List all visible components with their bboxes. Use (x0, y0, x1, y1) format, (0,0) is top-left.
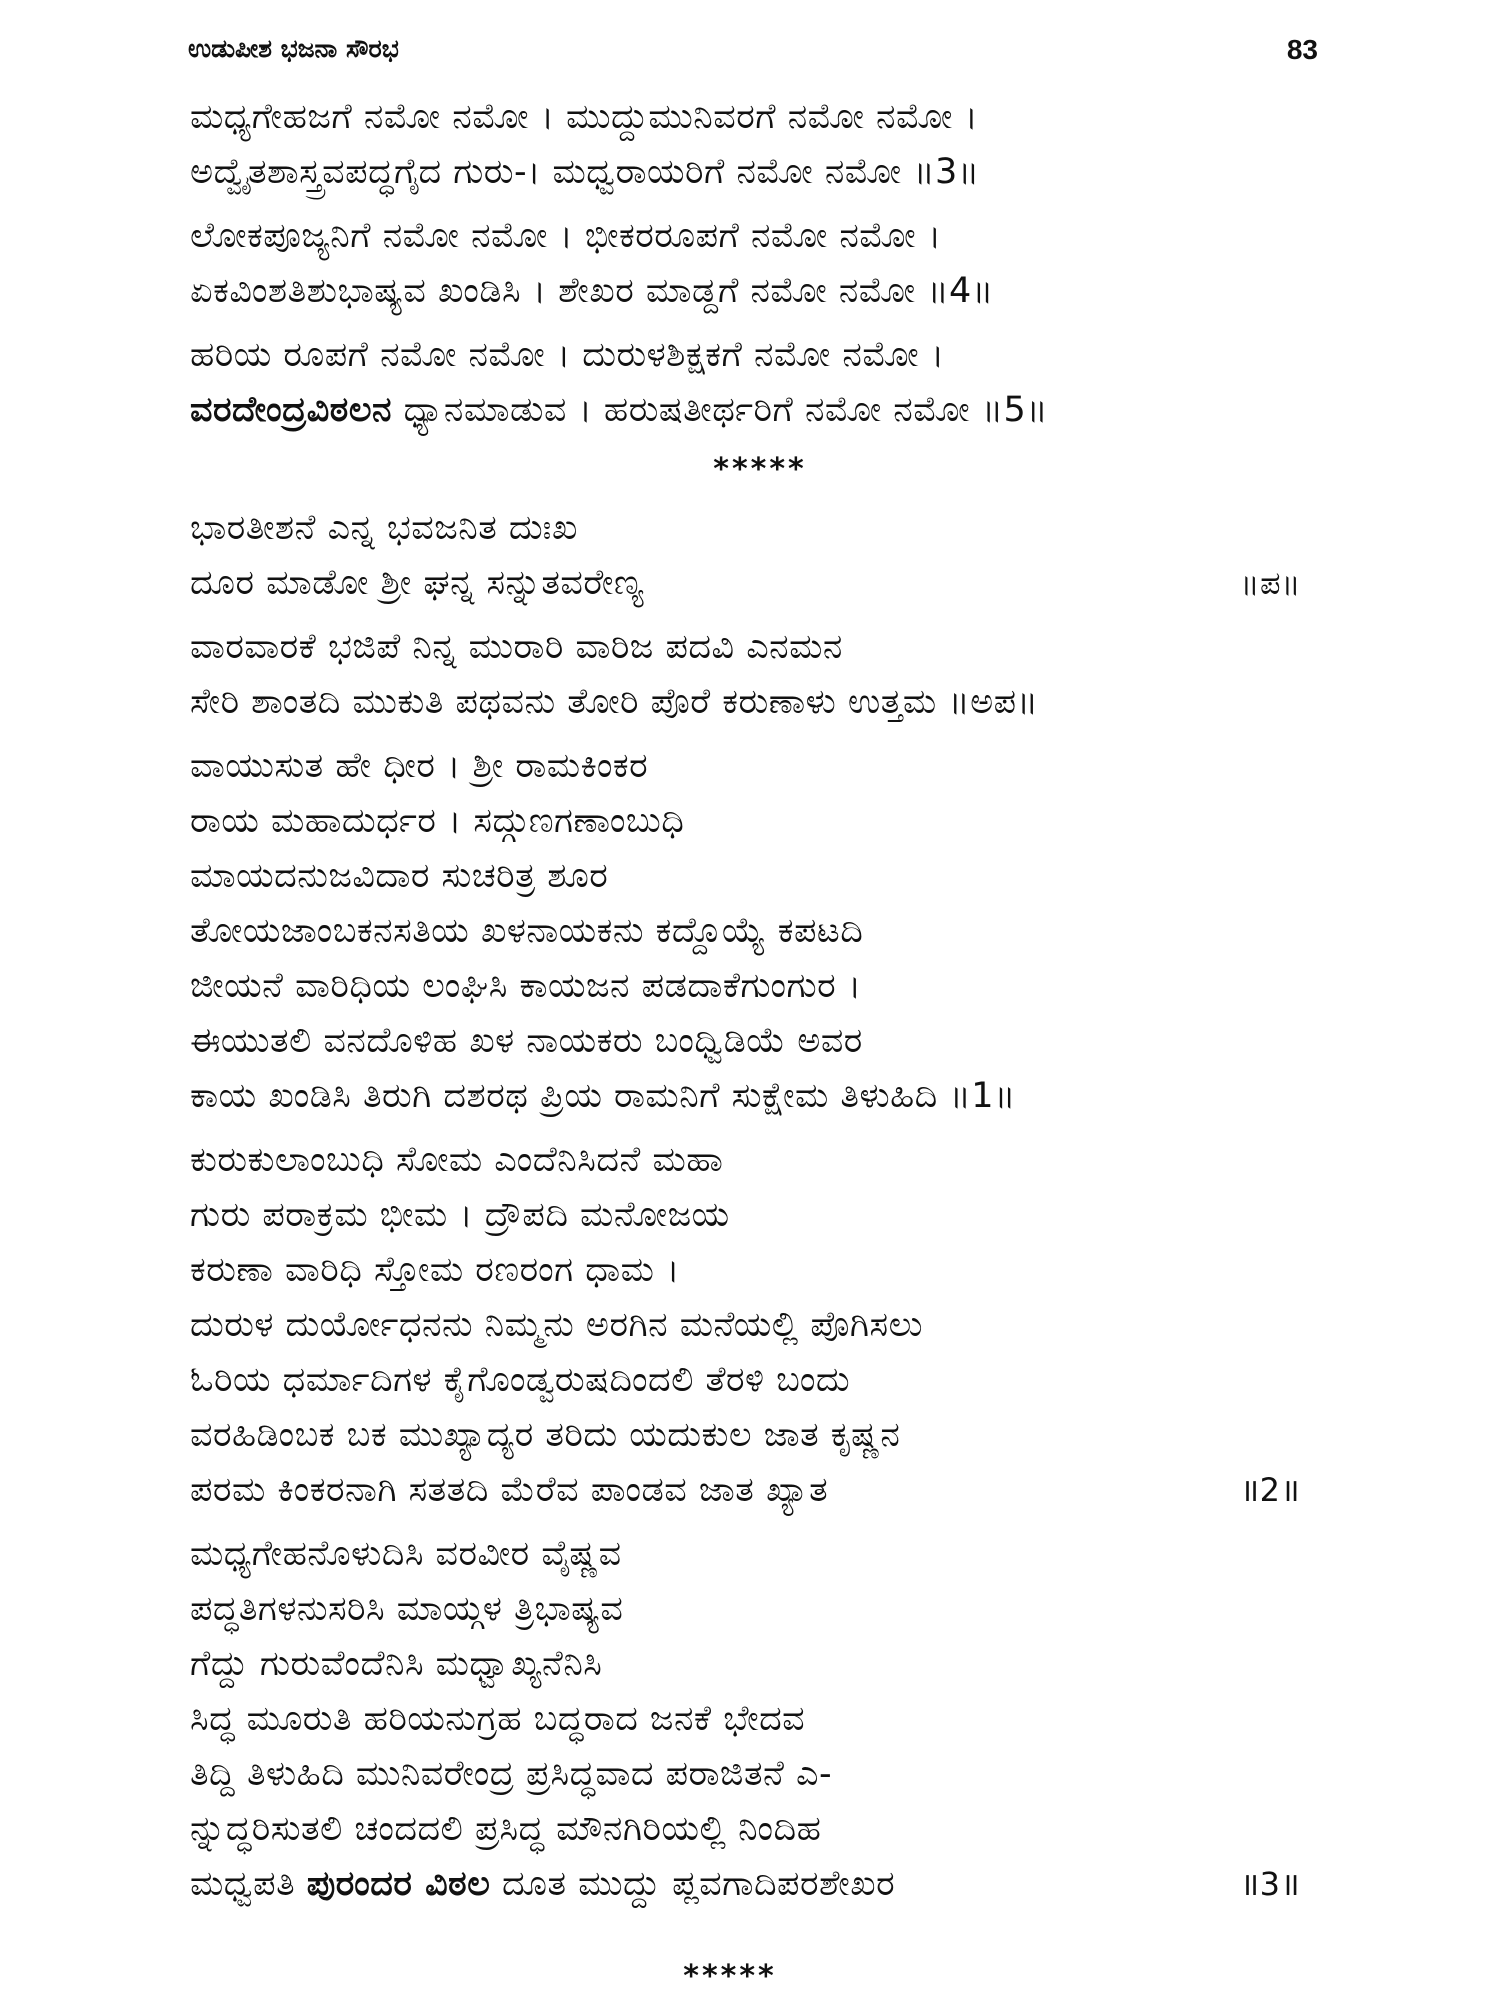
verse-line: ವಾಯುಸುತ ಹೇ ಧೀರ । ಶ್ರೀ ರಾಮಕಿಂಕರ (190, 746, 649, 786)
section-divider: ***** (713, 452, 807, 487)
running-title: ಉಡುಪೀಶ ಭಜನಾ ಸೌರಭ (188, 34, 399, 63)
verse-line: ಏಕವಿಂಶತಿಶುಭಾಷ್ಯವ ಖಂಡಿಸಿ । ಶೇಖರ ಮಾಡ್ದಗೆ ನಮೋ ನಮೋ ॥4॥ (190, 271, 994, 311)
song1-stanza-5 (190, 328, 1330, 438)
verse-line: ಪದ್ಧತಿಗಳನುಸರಿಸಿ ಮಾಯ್ಗಳ ತ್ರಿಭಾಷ್ಯವ (190, 1589, 624, 1629)
verse-line: ಮಧ್ವಪತಿ ಪುರಂದರ ವಿಠಲ ದೂತ ಮುದ್ದು ಪ್ಲವಗಾದಿಪರಶೇಖರ ॥3॥ (190, 1857, 1330, 1912)
verse-line: ವಾರವಾರಕೆ ಭಜಿಪೆ ನಿನ್ನ ಮುರಾರಿ ವಾರಿಜ ಪದವಿ ಎನಮನ (190, 627, 843, 667)
song2-anupallavi (190, 620, 1330, 730)
composer-signature: ವರದೇಂದ್ರವಿಠಲನ (190, 390, 392, 430)
verse-line: ಮಧ್ಯಗೇಹಜಗೆ ನಮೋ ನಮೋ । ಮುದ್ದುಮುನಿವರಗೆ ನಮೋ ನಮೋ । (190, 97, 979, 137)
song1-stanza-4 (190, 209, 1330, 319)
verse-line: ಮಾಯದನುಜವಿದಾರ ಸುಚರಿತ್ರ ಶೂರ (190, 856, 609, 896)
verse-line: ತಿದ್ದಿ ತಿಳುಹಿದಿ ಮುನಿವರೇಂದ್ರ ಪ್ರಸಿದ್ಧವಾದ ಪರಾಜಿತನೆ ಎ- (190, 1754, 833, 1794)
page-header (188, 34, 1318, 74)
song2-stanza-3 (190, 1527, 1330, 1912)
verse-line: ಸಿದ್ಧ ಮೂರುತಿ ಹರಿಯನುಗ್ರಹ ಬದ್ಧರಾದ ಜನಕೆ ಭೇದವ (190, 1699, 806, 1739)
verse-line: ವರಹಿಡಿಂಬಕ ಬಕ ಮುಖ್ಯಾದ್ಯರ ತರಿದು ಯದುಕುಲ ಜಾತ ಕೃಷ್ಣನ (190, 1415, 901, 1455)
composer-signature: ಪುರಂದರ ವಿಠಲ (306, 1864, 491, 1904)
verse-line: ವರದೇಂದ್ರವಿಠಲನ ಧ್ಯಾನಮಾಡುವ । ಹರುಷತೀರ್ಥರಿಗೆ ನಮೋ ನಮೋ ॥5॥ (190, 390, 1049, 430)
verse-line: ನ್ನುದ್ಧರಿಸುತಲಿ ಚಂದದಲಿ ಪ್ರಸಿದ್ಧ ಮೌನಗಿರಿಯಲ್ಲಿ ನಿಂದಿಹ (190, 1809, 822, 1849)
verse-line: ರಾಯ ಮಹಾದುರ್ಧರ । ಸದ್ಗುಣಗಣಾಂಬುಧಿ (190, 801, 685, 841)
verse-line: ದುರುಳ ದುರ್ಯೋಧನನು ನಿಮ್ಮನು ಅರಗಿನ ಮನೆಯಲ್ಲಿ ಪೊಗಿಸಲು (190, 1305, 923, 1345)
verse-line: ಓರಿಯ ಧರ್ಮಾದಿಗಳ ಕೈಗೊಂಡ್ವರುಷದಿಂದಲಿ ತೆರಳಿ ಬಂದು (190, 1360, 851, 1400)
hymn-text (190, 90, 1330, 1921)
song2-stanza-2 (190, 1133, 1330, 1518)
verse-line: ದೂರ ಮಾಡೋ ಶ್ರೀ ಘನ್ನ ಸನ್ನುತವರೇಣ್ಯ ॥ಪ॥ (190, 556, 1330, 611)
page-number: 83 (1286, 34, 1318, 65)
stanza-number-marker: ॥3॥ (1240, 1865, 1301, 1903)
stanza-number-marker: ॥2॥ (1240, 1471, 1301, 1509)
refrain-marker: ॥ಪ॥ (1240, 564, 1302, 602)
verse-line: ಮಧ್ಯಗೇಹನೊಳುದಿಸಿ ವರವೀರ ವೈಷ್ಣವ (190, 1534, 622, 1574)
song2-pallavi (190, 501, 1330, 611)
song2-stanza-1 (190, 739, 1330, 1124)
verse-line: ಕಾಯ ಖಂಡಿಸಿ ತಿರುಗಿ ದಶರಥ ಪ್ರಿಯ ರಾಮನಿಗೆ ಸುಕ್ಷೇಮ ತಿಳುಹಿದಿ ॥1॥ (190, 1076, 1016, 1116)
verse-line: ಹರಿಯ ರೂಪಗೆ ನಮೋ ನಮೋ । ದುರುಳಶಿಕ್ಷಕಗೆ ನಮೋ ನಮೋ । (190, 335, 945, 375)
verse-line: ಕುರುಕುಲಾಂಬುಧಿ ಸೋಮ ಎಂದೆನಿಸಿದನೆ ಮಹಾ (190, 1140, 724, 1180)
section-divider: ***** (683, 1959, 777, 1994)
verse-line: ತೋಯಜಾಂಬಕನಸತಿಯ ಖಳನಾಯಕನು ಕದ್ದೊಯ್ಯೆ ಕಪಟದಿ (190, 911, 864, 951)
verse-line: ಲೋಕಪೂಜ್ಯನಿಗೆ ನಮೋ ನಮೋ । ಭೀಕರರೂಪಗೆ ನಮೋ ನಮೋ । (190, 216, 942, 256)
verse-line: ಕರುಣಾ ವಾರಿಧಿ ಸ್ತೋಮ ರಣರಂಗ ಧಾಮ । (190, 1250, 680, 1290)
verse-line: ಭಾರತೀಶನೆ ಎನ್ನ ಭವಜನಿತ ದುಃಖ (190, 508, 578, 548)
verse-line: ಗುರು ಪರಾಕ್ರಮ ಭೀಮ । ದ್ರೌಪದಿ ಮನೋಜಯ (190, 1195, 730, 1235)
verse-line: ಈಯುತಲಿ ವನದೊಳಿಹ ಖಳ ನಾಯಕರು ಬಂಧ್ವಿಡಿಯೆ ಅವರ (190, 1021, 863, 1061)
verse-line: ಪರಮ ಕಿಂಕರನಾಗಿ ಸತತದಿ ಮೆರೆವ ಪಾಂಡವ ಜಾತ ಖ್ಯಾತ ॥2॥ (190, 1463, 1330, 1518)
verse-line: ಸೇರಿ ಶಾಂತದಿ ಮುಕುತಿ ಪಥವನು ತೋರಿ ಪೊರೆ ಕರುಣಾಳು ಉತ್ತಮ ॥ಅಪ॥ (190, 682, 1039, 722)
verse-line: ಗೆದ್ದು ಗುರುವೆಂದೆನಿಸಿ ಮಧ್ವಾಖ್ಯನೆನಿಸಿ (190, 1644, 603, 1684)
verse-line: ಅದ್ವೈತಶಾಸ್ತ್ರವಪದ್ಧಗೈದ ಗುರು-। ಮಧ್ವರಾಯರಿಗೆ ನಮೋ ನಮೋ ॥3॥ (190, 152, 980, 192)
verse-line: ಜೀಯನೆ ವಾರಿಧಿಯ ಲಂಘಿಸಿ ಕಾಯಜನ ಪಡದಾಕೆಗುಂಗುರ । (190, 966, 862, 1006)
song1-stanza-3 (190, 90, 1330, 200)
